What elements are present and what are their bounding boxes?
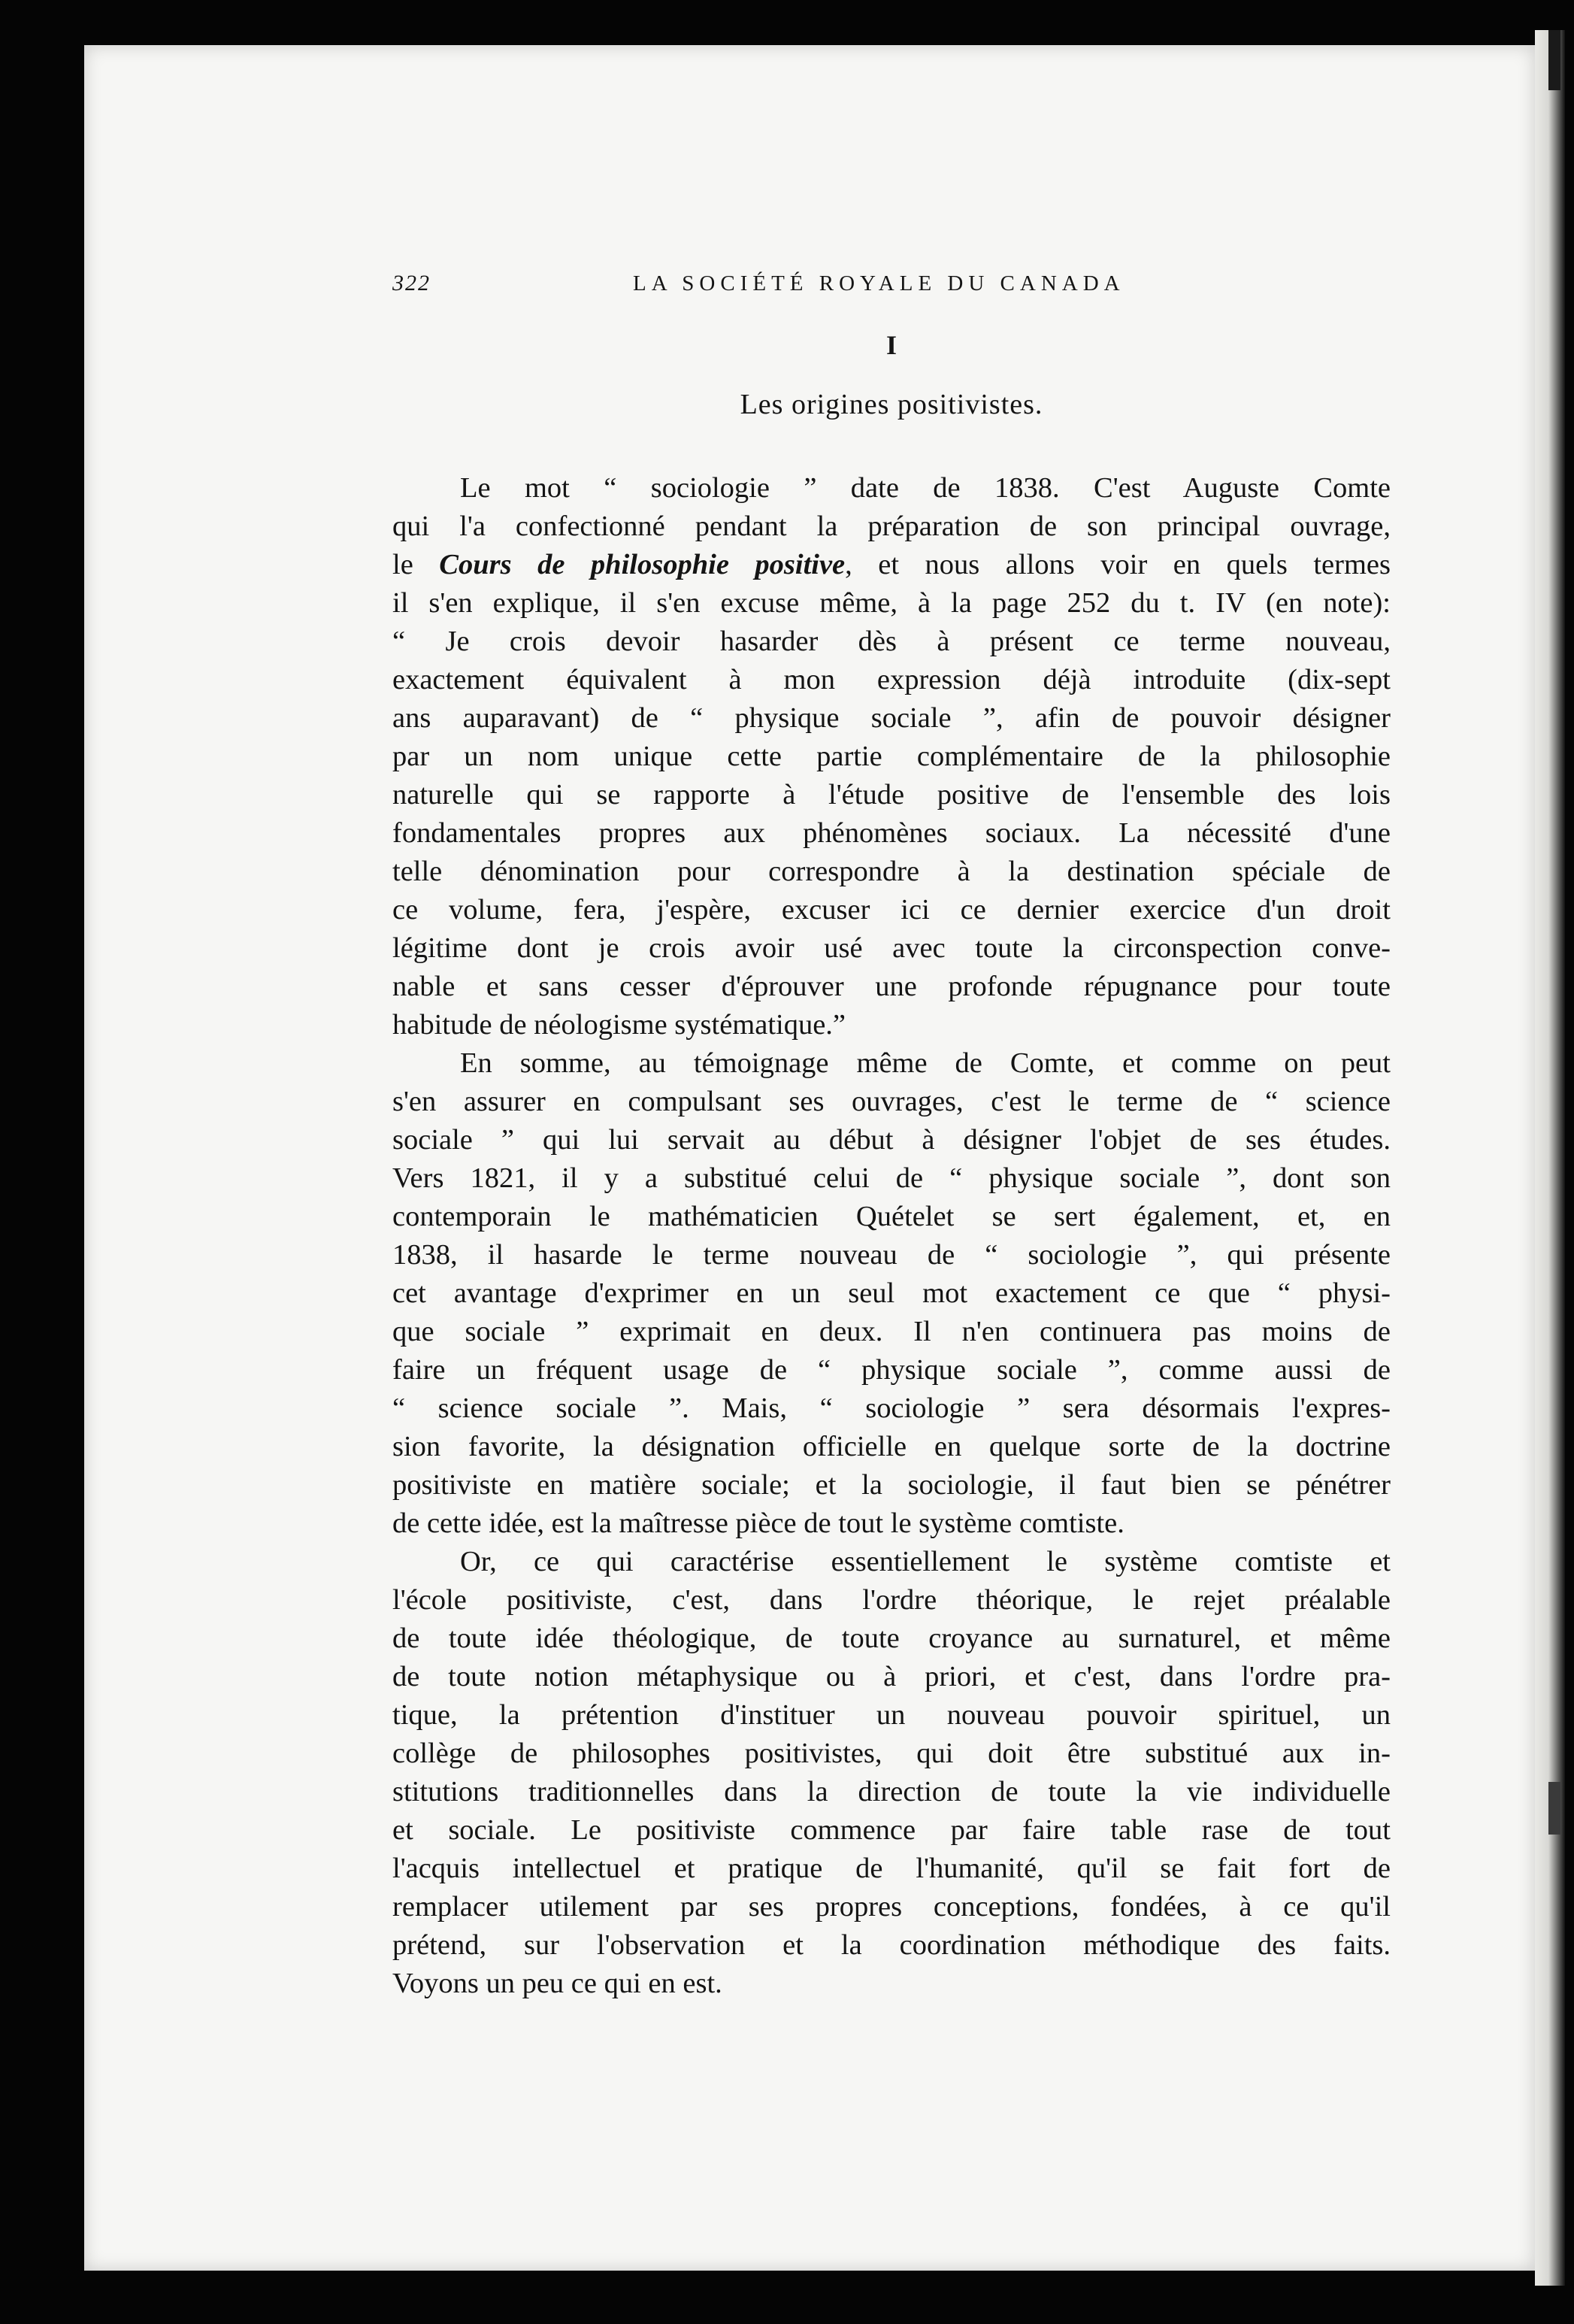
text-line: ans auparavant) de “ physique sociale ”, afin de pouvoir désigner — [392, 702, 1391, 734]
text-line: de cette idée, est la maîtresse pièce de tout le système comtiste. — [392, 1507, 1125, 1539]
text-line: et sociale. Le positiviste commence par faire table rase de tout — [392, 1814, 1391, 1846]
text-line: qui l'a confectionné pendant la préparation de son principal ouvrage, — [392, 511, 1391, 542]
text-line: positiviste en matière sociale; et la sociologie, il faut bien se pénétrer — [392, 1469, 1391, 1501]
text-line: Vers 1821, il y a substitué celui de “ physique sociale ”, dont son — [392, 1162, 1391, 1194]
text-line: il s'en explique, il s'en excuse même, à la page 252 du t. IV (en note): — [392, 587, 1391, 619]
text-line: sociale ” qui lui servait au début à désigner l'objet de ses études. — [392, 1124, 1391, 1156]
paragraph-3 — [392, 1543, 1391, 2003]
text-line: prétend, sur l'observation et la coordination méthodique des faits. — [392, 1929, 1391, 1961]
text-line: Or, ce qui caractérise essentiellement le système comtiste et — [460, 1546, 1391, 1577]
text-line: par un nom unique cette partie complémentaire de la philosophie — [392, 741, 1391, 772]
text-line: sion favorite, la désignation officielle en quelque sorte de la doctrine — [392, 1431, 1391, 1462]
text-line: “ science sociale ”. Mais, “ sociologie ” sera désormais l'expres- — [392, 1392, 1391, 1424]
paragraph-2 — [392, 1044, 1391, 1543]
text-line: légitime dont je crois avoir usé avec toute la circonspection conve- — [392, 932, 1391, 964]
text-line: l'école positiviste, c'est, dans l'ordre théorique, le rejet préalable — [392, 1584, 1391, 1616]
text-line: telle dénomination pour correspondre à la destination spéciale de — [392, 856, 1391, 887]
page-content — [392, 271, 1391, 2003]
text-line: “ Je crois devoir hasarder dès à présent ce terme nouveau, — [392, 626, 1391, 657]
text-line: nable et sans cesser d'éprouver une profonde répugnance pour toute — [392, 971, 1391, 1002]
edge-mark-top — [1548, 30, 1560, 90]
text-line: que sociale ” exprimait en deux. Il n'en continuera pas moins de — [392, 1316, 1391, 1347]
body-text — [392, 469, 1391, 2003]
text-line: tique, la prétention d'instituer un nouveau pouvoir spirituel, un — [392, 1699, 1391, 1731]
section-number: I — [885, 330, 897, 360]
text-line: s'en assurer en compulsant ses ouvrages, c'est le terme de “ science — [392, 1086, 1391, 1117]
running-head-title: LA SOCIÉTÉ ROYALE DU CANADA — [633, 271, 1125, 295]
edge-mark-middle — [1548, 1782, 1560, 1835]
text-line: ce volume, fera, j'espère, excuser ici ce dernier exercice d'un droit — [392, 894, 1391, 926]
paragraph-1 — [392, 469, 1391, 1044]
text-line: de toute idée théologique, de toute croyance au surnaturel, et même — [392, 1623, 1391, 1654]
text-line: cet avantage d'exprimer en un seul mot exactement ce que “ physi- — [392, 1277, 1391, 1309]
text-line: Voyons un peu ce qui en est. — [392, 1968, 722, 1999]
text-line: stitutions traditionnelles dans la direction de toute la vie individuelle — [392, 1776, 1391, 1807]
running-head — [392, 271, 1391, 304]
text-line: remplacer utilement par ses propres conceptions, fondées, à ce qu'il — [392, 1891, 1391, 1923]
text-line: Le mot “ sociologie ” date de 1838. C'est Auguste Comte — [460, 472, 1391, 504]
text-line: contemporain le mathématicien Quételet se sert également, et, en — [392, 1201, 1391, 1232]
text-line: de toute notion métaphysique ou à priori, et c'est, dans l'ordre pra- — [392, 1661, 1391, 1692]
text-line: collège de philosophes positivistes, qui doit être substitué aux in- — [392, 1738, 1391, 1769]
text-line: En somme, au témoignage même de Comte, et comme on peut — [460, 1047, 1391, 1079]
text-line: fondamentales propres aux phénomènes sociaux. La nécessité d'une — [392, 817, 1391, 849]
text-line: l'acquis intellectuel et pratique de l'humanité, qu'il se fait fort de — [392, 1853, 1391, 1884]
text-line: faire un fréquent usage de “ physique sociale ”, comme aussi de — [392, 1354, 1391, 1386]
facing-page-edge — [1535, 30, 1565, 2286]
text-line: le Cours de philosophie positive, et nous allons voir en quels termes — [392, 549, 1391, 580]
text-line: 1838, il hasarde le terme nouveau de “ sociologie ”, qui présente — [392, 1239, 1391, 1271]
page-number: 322 — [392, 271, 431, 295]
text-line: exactement équivalent à mon expression déjà introduite (dix-sept — [392, 664, 1391, 695]
section-title: Les origines positivistes. — [740, 389, 1043, 420]
book-title-italic: Cours de philosophie positive — [439, 549, 846, 580]
text-line: habitude de néologisme systématique.” — [392, 1009, 846, 1041]
text-line: naturelle qui se rapporte à l'étude positive de l'ensemble des lois — [392, 779, 1391, 811]
